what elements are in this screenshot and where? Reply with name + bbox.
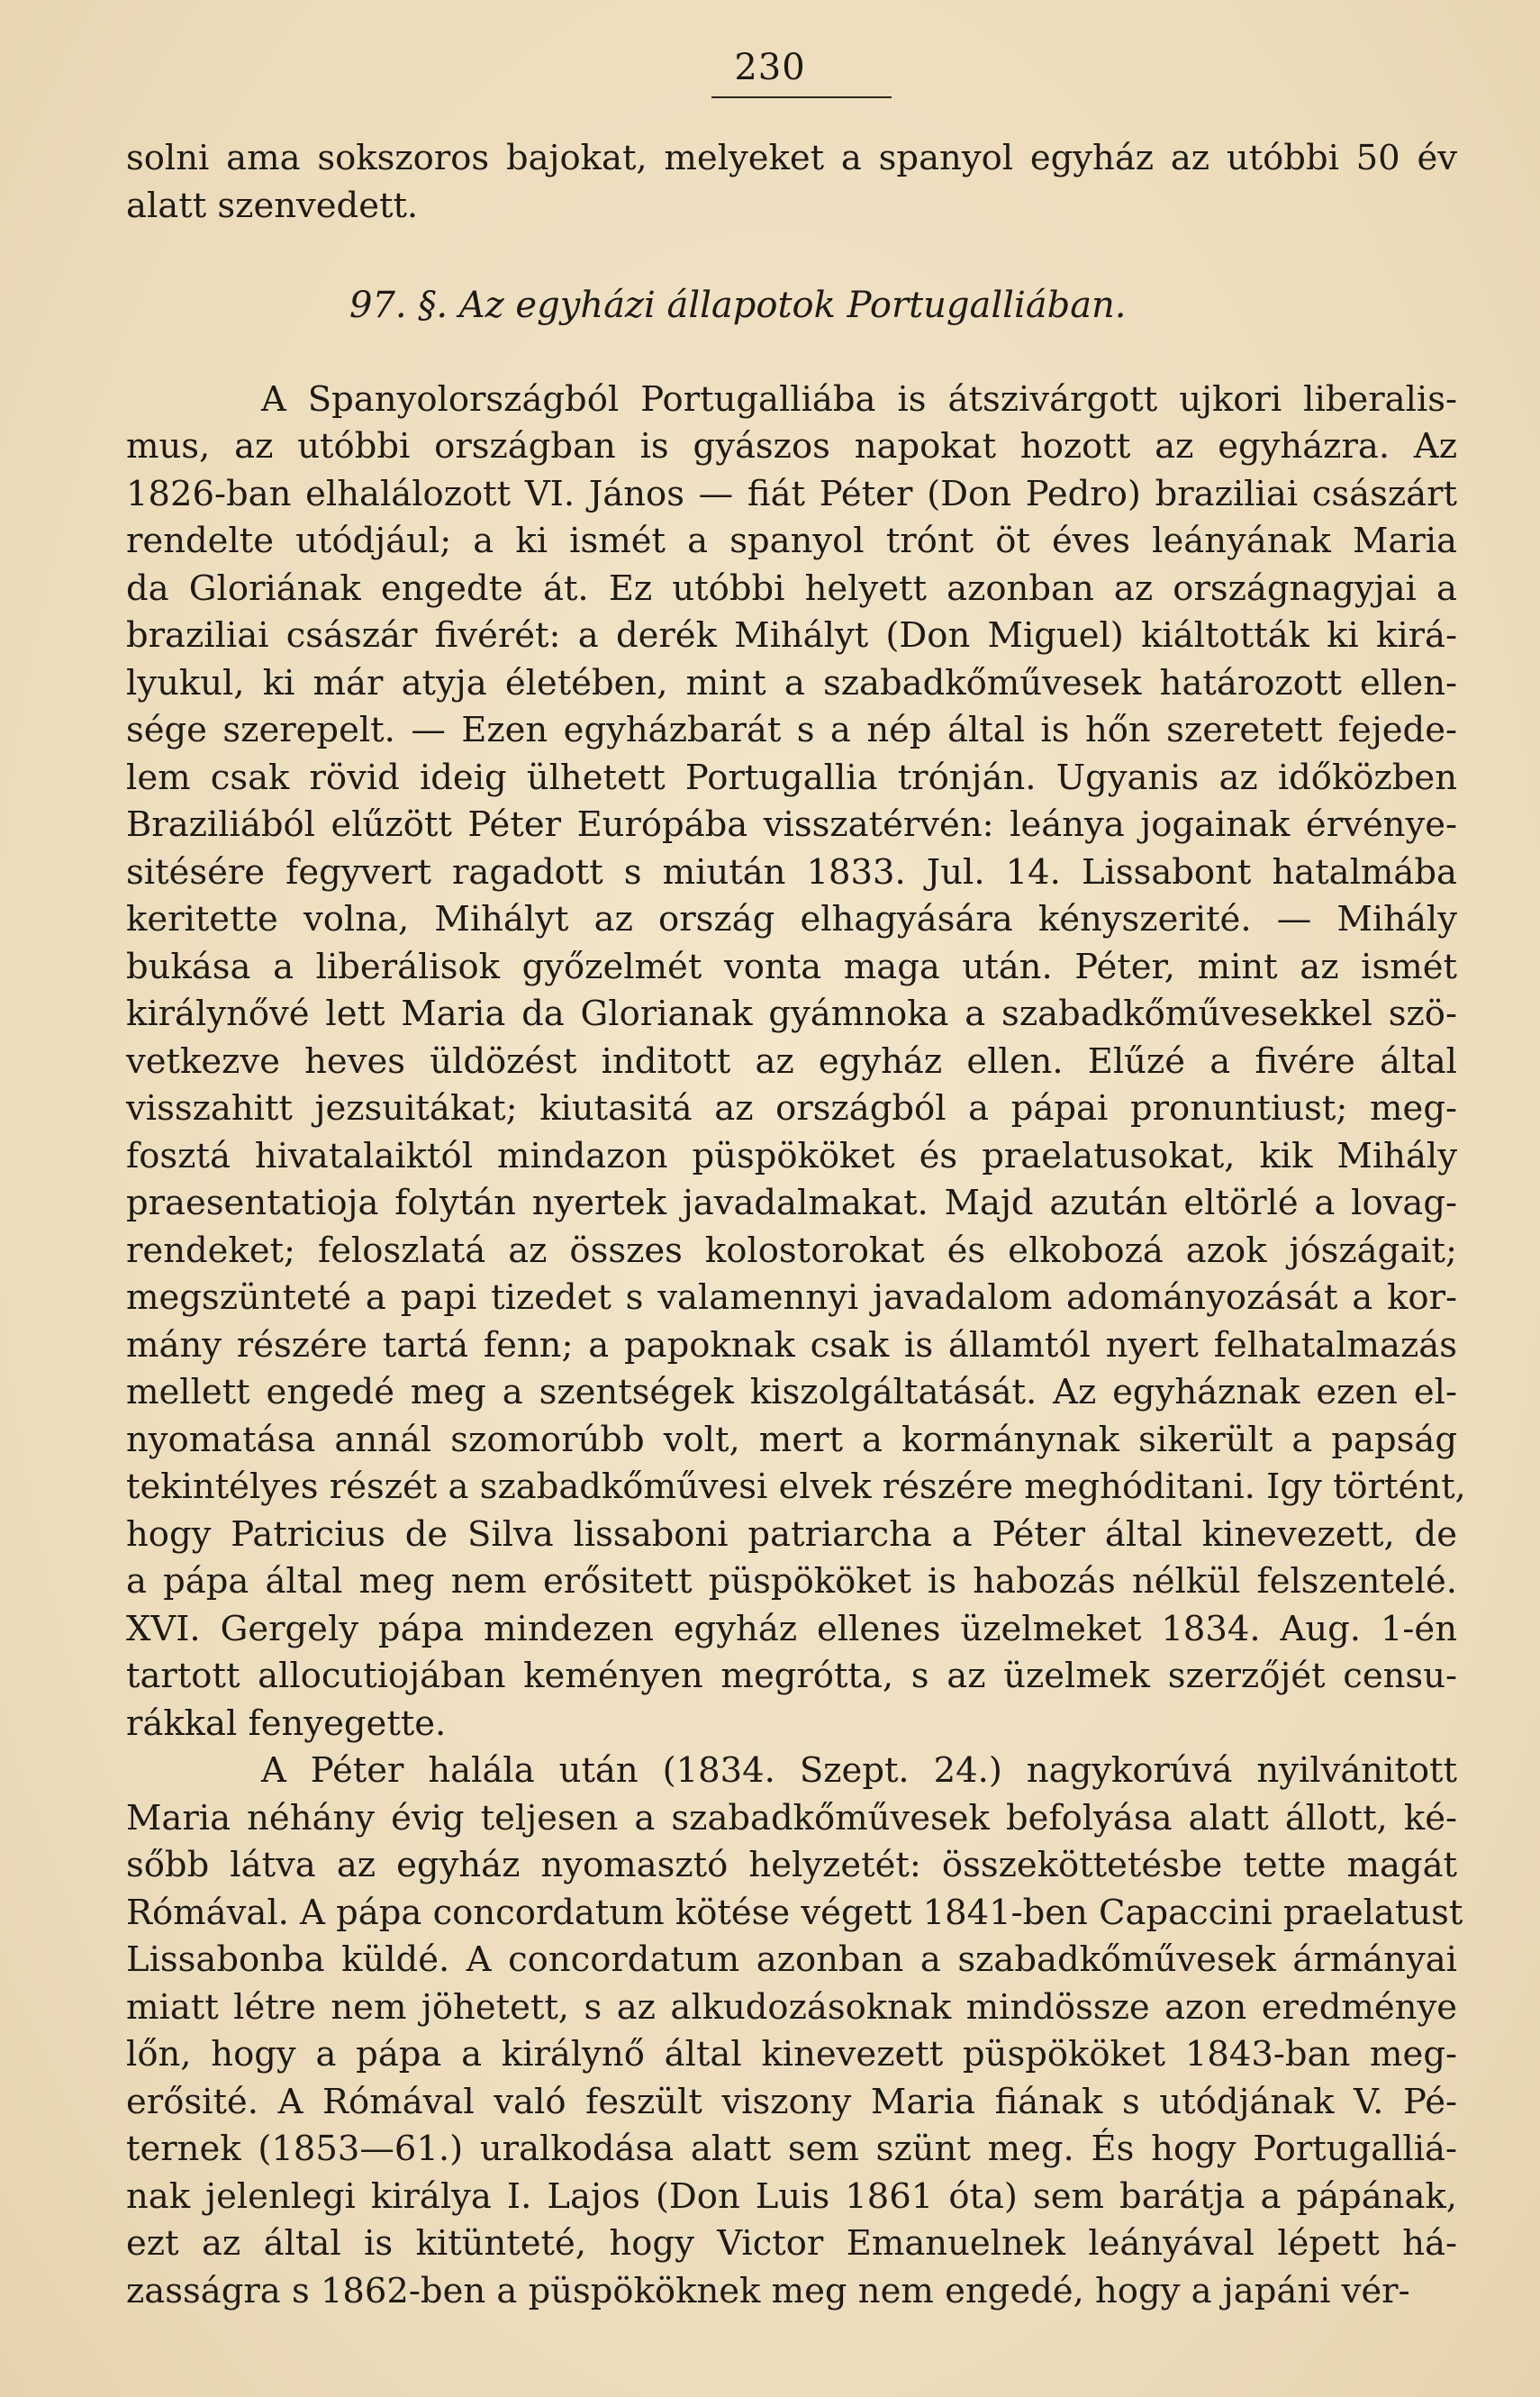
text-line: hogy Patricius de Silva lissaboni patriarcha a Péter által kinevezett, de — [126, 1513, 1457, 1555]
body-text — [126, 135, 1466, 2315]
text-line: tekintélyes részét a szabadkőművesi elvek részére meghóditani. Igy történt, — [126, 1466, 1466, 1507]
text-line: da Gloriának engedte át. Ez utóbbi helyett azonban az országnagyjai a — [126, 567, 1457, 609]
text-line: lőn, hogy a pápa a királynő által kinevezett püspököket 1843-ban meg- — [126, 2034, 1457, 2075]
text-line: miatt létre nem jöhetett, s az alkudozásoknak mindössze azon eredménye — [126, 1986, 1457, 2028]
section-heading: 97. §. Az egyházi állapotok Portugalliában. — [349, 285, 1127, 326]
text-line: alatt szenvedett. — [126, 185, 419, 226]
text-line: lyukul, ki már atyja életében, mint a szabadkőművesek határozott ellen- — [126, 662, 1457, 704]
text-line: praesentatioja folytán nyertek javadalmakat. Majd azután eltörlé a lovag- — [126, 1183, 1457, 1223]
text-line: XVI. Gergely pápa mindezen egyház ellenes üzelmeket 1834. Aug. 1-én — [126, 1608, 1457, 1649]
text-line: 1826-ban elhalálozott VI. János — fiát Péter (Don Pedro) braziliai császárt — [126, 473, 1457, 514]
text-line: solni ama sokszoros bajokat, melyeket a spanyol egyház az utóbbi 50 év — [126, 138, 1457, 178]
text-line: királynővé lett Maria da Glorianak gyámnoka a szabadkőművesekkel szö- — [126, 994, 1457, 1034]
text-line: vetkezve heves üldözést inditott az egyház ellen. Elűzé a fivére által — [126, 1040, 1457, 1082]
page-number: 230 — [734, 47, 806, 88]
text-line: rendelte utódjául; a ki ismét a spanyol trónt öt éves leányának Maria — [126, 521, 1457, 561]
text-line: sitésére fegyvert ragadott s miután 1833. Jul. 14. Lissabont hatalmába — [126, 851, 1457, 893]
text-line: erősité. A Rómával való feszült viszony Maria fiának s utódjának V. Pé- — [126, 2081, 1457, 2122]
text-line: mellett engedé meg a szentségek kiszolgáltatását. Az egyháznak ezen el- — [126, 1372, 1457, 1412]
text-line: Braziliából elűzött Péter Európába visszatérvén: leánya jogainak érvénye- — [126, 804, 1457, 845]
text-line: mány részére tartá fenn; a papoknak csak is államtól nyert felhatalmazás — [126, 1324, 1457, 1366]
text-line: sőbb látva az egyház nyomasztó helyzetét: összeköttetésbe tette magát — [126, 1845, 1457, 1885]
text-line: rendeket; feloszlatá az összes kolostorokat és elkobozá azok jószágait; — [126, 1230, 1457, 1271]
paragraph-1 — [126, 377, 1466, 1748]
text-line: bukása a liberálisok győzelmét vonta maga után. Péter, mint az ismét — [126, 946, 1457, 987]
text-line: A Péter halála után (1834. Szept. 24.) nagykorúvá nyilvánitott — [261, 1750, 1457, 1791]
header-rule — [711, 96, 892, 98]
text-line: rákkal fenyegette. — [126, 1702, 447, 1744]
text-line: nak jelenlegi királya I. Lajos (Don Luis 1861 óta) sem barátja a pápának, — [126, 2175, 1457, 2217]
text-line: zasságra s 1862-ben a püspököknek meg nem engedé, hogy a japáni vér- — [126, 2270, 1410, 2311]
text-line: braziliai császár fivérét: a derék Mihályt (Don Miguel) kiáltották ki kirá- — [126, 615, 1457, 656]
text-line: sége szerepelt. — Ezen egyházbarát s a nép által is hőn szeretett fejede- — [126, 710, 1457, 750]
text-line: mus, az utóbbi országban is gyászos napokat hozott az egyházra. Az — [126, 426, 1457, 467]
text-line: visszahitt jezsuitákat; kiutasitá az országból a pápai pronuntiust; meg- — [126, 1088, 1457, 1129]
text-line: a pápa által meg nem erősitett püspököket is habozás nélkül felszentelé. — [126, 1561, 1457, 1602]
text-line: ternek (1853—61.) uralkodása alatt sem szünt meg. És hogy Portugalliá- — [126, 2129, 1457, 2169]
text-line: nyomatása annál szomorúbb volt, mert a kormánynak sikerült a papság — [126, 1419, 1457, 1460]
paragraph-2 — [126, 1748, 1463, 2315]
text-line: Maria néhány évig teljesen a szabadkőművesek befolyása alatt állott, ké- — [126, 1797, 1457, 1839]
text-line: keritette volna, Mihályt az ország elhagyására kényszerité. — Mihály — [126, 899, 1457, 940]
text-line: lem csak rövid ideig ülhetett Portugallia trónján. Ugyanis az időközben — [126, 757, 1457, 798]
text-line: Rómával. A pápa concordatum kötése végett 1841-ben Capaccini praelatust — [126, 1892, 1463, 1933]
text-line: megszünteté a papi tizedet s valamennyi javadalom adományozását a kor- — [126, 1277, 1457, 1318]
text-line: tartott allocutiojában keményen megrótta, s az üzelmek szerzőjét censu- — [126, 1656, 1457, 1696]
text-line: A Spanyolországból Portugalliába is átszivárgott ujkori liberalis- — [261, 378, 1457, 420]
text-line: fosztá hivatalaiktól mindazon püspököket és praelatusokat, kik Mihály — [126, 1135, 1457, 1176]
text-line: ezt az által is kitünteté, hogy Victor Emanuelnek leányával lépett há- — [126, 2223, 1457, 2264]
text-line: Lissabonba küldé. A concordatum azonban a szabadkőművesek ármányai — [126, 1939, 1457, 1980]
intro-paragraph — [126, 135, 1457, 230]
